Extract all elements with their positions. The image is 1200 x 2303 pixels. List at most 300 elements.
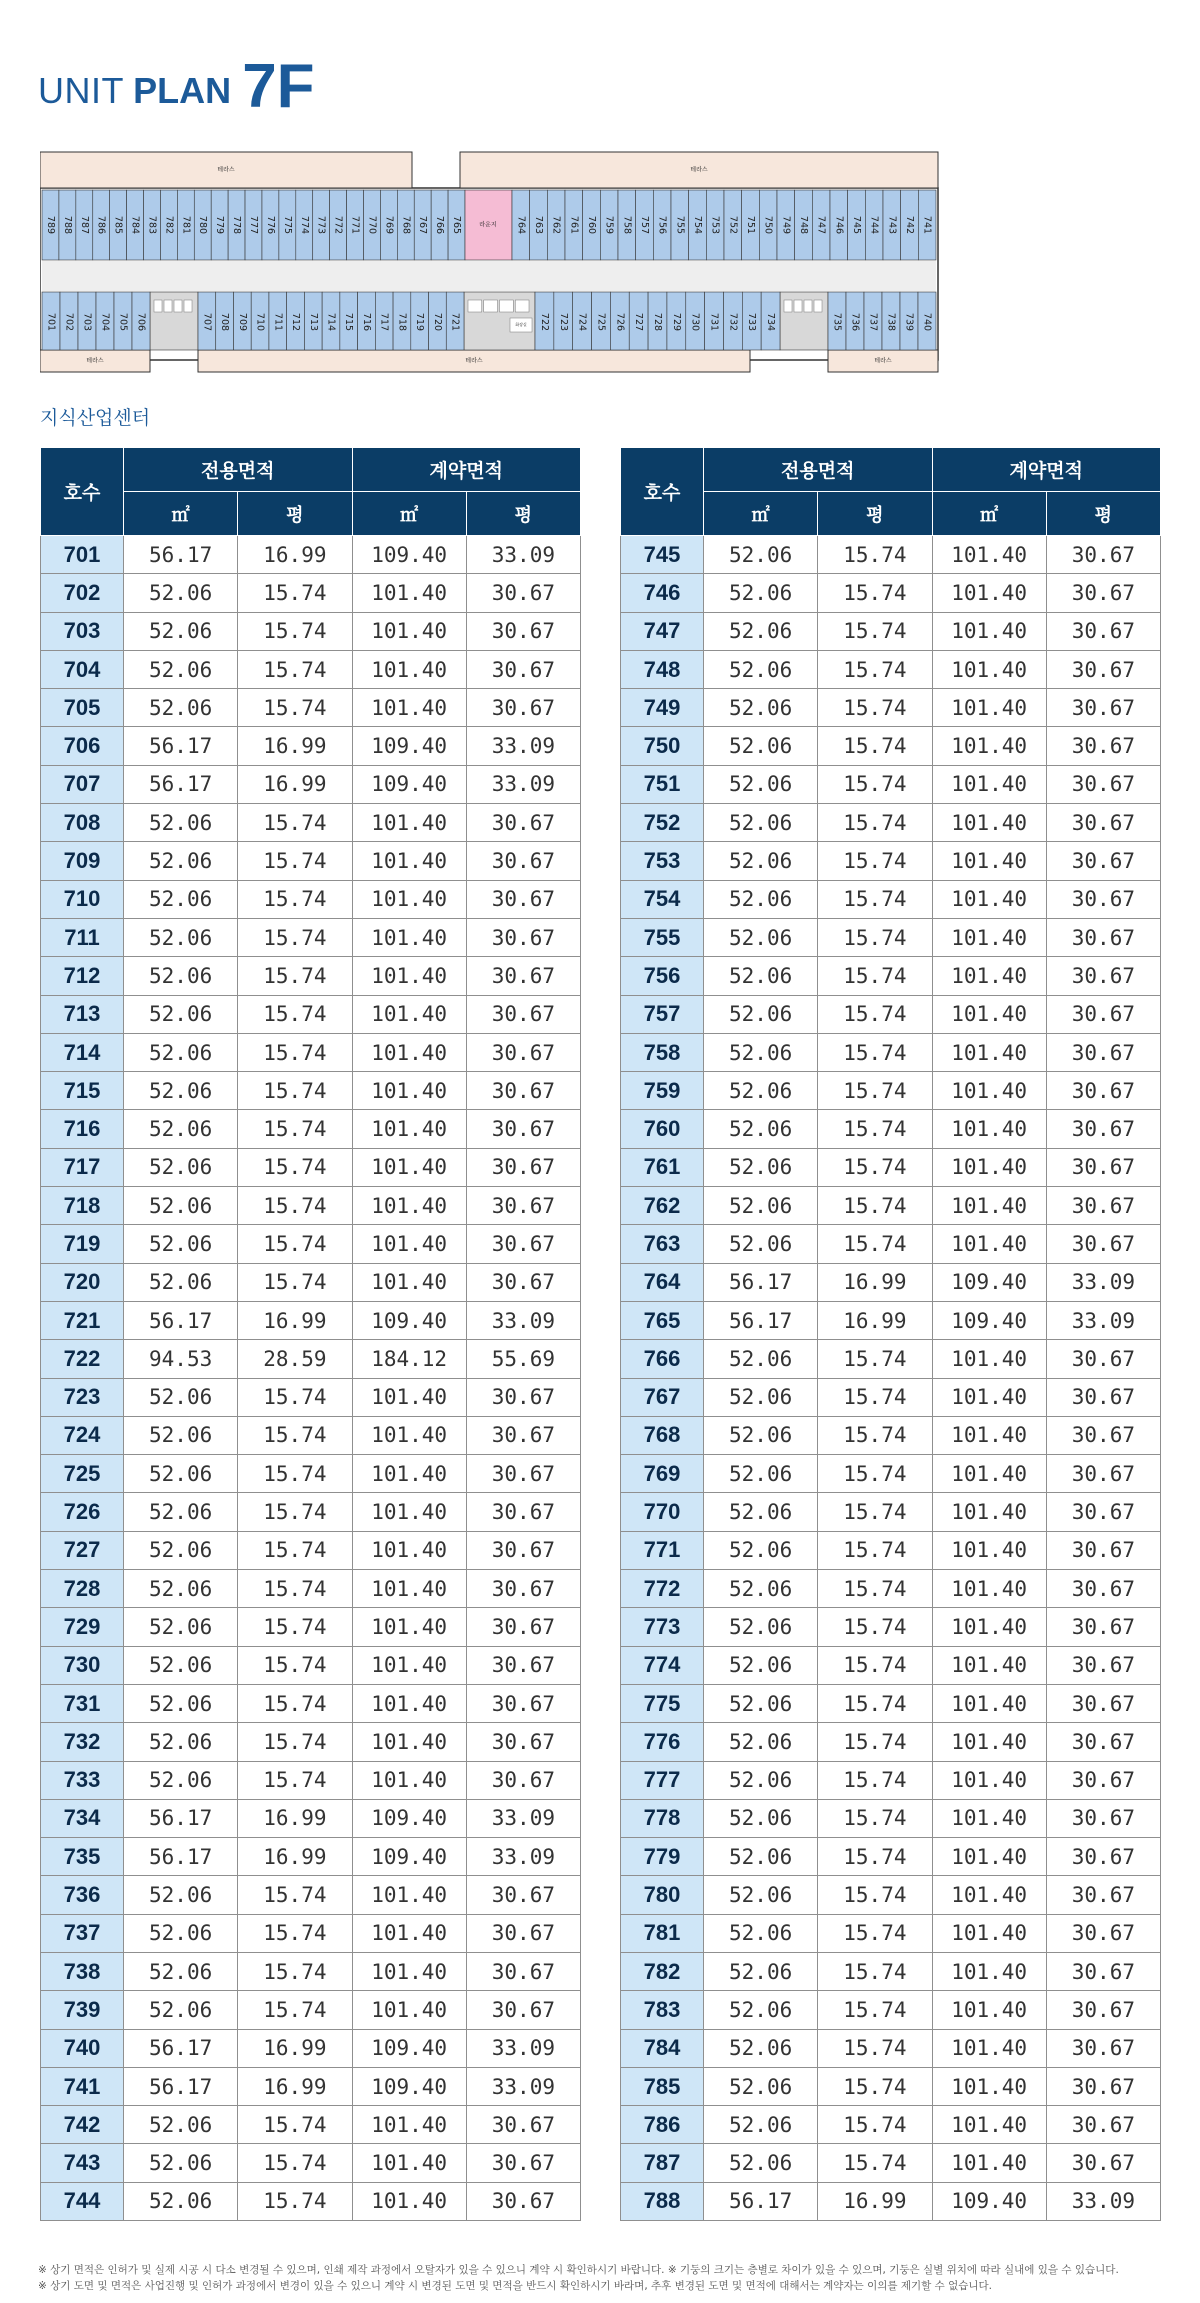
exclusive-sqm: 52.06 [704, 995, 818, 1033]
unit-label: 705 [117, 312, 129, 332]
unit-number: 707 [41, 765, 124, 803]
table-row [621, 1225, 1161, 1263]
exclusive-pyeong: 15.74 [818, 2106, 932, 2144]
exclusive-pyeong: 15.74 [818, 1416, 932, 1454]
contract-sqm: 101.40 [932, 1072, 1046, 1110]
unit-number: 777 [621, 1761, 704, 1799]
unit-label: 736 [849, 312, 861, 332]
table-row [621, 1263, 1161, 1301]
unit-label: 761 [568, 215, 580, 235]
contract-pyeong: 30.67 [1046, 2144, 1160, 2182]
exclusive-pyeong: 16.99 [818, 1263, 932, 1301]
unit-number: 736 [41, 1876, 124, 1914]
unit-label: 710 [254, 312, 266, 332]
unit-number: 733 [41, 1761, 124, 1799]
unit-number: 755 [621, 918, 704, 956]
exclusive-sqm: 52.06 [704, 1033, 818, 1071]
table-row [621, 1148, 1161, 1186]
contract-sqm: 109.40 [352, 1838, 466, 1876]
table-row [621, 1723, 1161, 1761]
table-row [41, 1646, 581, 1684]
contract-pyeong: 30.67 [466, 995, 580, 1033]
unit-label: 752 [727, 215, 739, 235]
table-row [621, 650, 1161, 688]
exclusive-pyeong: 16.99 [238, 2067, 352, 2105]
table-row [41, 842, 581, 880]
unit-label: 704 [99, 312, 111, 332]
contract-pyeong: 30.67 [466, 1187, 580, 1225]
exclusive-pyeong: 15.74 [818, 842, 932, 880]
table-row [41, 804, 581, 842]
unit-label: 707 [201, 312, 213, 332]
unit-number: 725 [41, 1455, 124, 1493]
contract-sqm: 184.12 [352, 1340, 466, 1378]
unit-label: 776 [264, 215, 276, 235]
contract-sqm: 101.40 [932, 727, 1046, 765]
unit-label: 731 [708, 312, 720, 332]
exclusive-sqm: 52.06 [124, 612, 238, 650]
table-row [621, 1301, 1161, 1339]
contract-sqm: 101.40 [352, 1225, 466, 1263]
unit-number: 705 [41, 689, 124, 727]
contract-sqm: 101.40 [932, 765, 1046, 803]
unit-label: 745 [851, 215, 862, 235]
stair-step [784, 300, 792, 312]
exclusive-sqm: 52.06 [704, 1148, 818, 1186]
page-title [38, 52, 315, 121]
contract-sqm: 101.40 [932, 1799, 1046, 1837]
contract-pyeong: 30.67 [1046, 1225, 1160, 1263]
corridor [42, 261, 936, 291]
unit-label: 734 [765, 312, 777, 332]
unit-label: 716 [360, 312, 372, 332]
table-row [621, 1608, 1161, 1646]
unit-number: 709 [41, 842, 124, 880]
contract-pyeong: 33.09 [466, 2029, 580, 2067]
exclusive-sqm: 52.06 [124, 1033, 238, 1071]
contract-pyeong: 33.09 [466, 765, 580, 803]
exclusive-sqm: 52.06 [704, 2067, 818, 2105]
unit-label: 773 [315, 215, 327, 235]
contract-sqm: 101.40 [352, 1876, 466, 1914]
exclusive-pyeong: 15.74 [238, 2144, 352, 2182]
contract-sqm: 109.40 [352, 765, 466, 803]
contract-sqm: 101.40 [932, 918, 1046, 956]
contract-sqm: 101.40 [932, 1187, 1046, 1225]
unit-number: 788 [621, 2182, 704, 2220]
terrace-label: 테라스 [217, 166, 235, 174]
contract-pyeong: 33.09 [466, 1301, 580, 1339]
unit-number: 741 [41, 2067, 124, 2105]
unit-number: 761 [621, 1148, 704, 1186]
unit-number: 716 [41, 1110, 124, 1148]
contract-sqm: 109.40 [932, 1301, 1046, 1339]
contract-pyeong: 30.67 [466, 1991, 580, 2029]
contract-pyeong: 30.67 [466, 1148, 580, 1186]
title-floor: 7F [242, 52, 315, 121]
table-row [41, 1570, 581, 1608]
unit-label: 760 [586, 215, 597, 235]
exclusive-pyeong: 15.74 [238, 574, 352, 612]
contract-sqm: 101.40 [932, 1608, 1046, 1646]
stair-step [804, 300, 812, 312]
contract-pyeong: 30.67 [466, 1684, 580, 1722]
table-row [41, 880, 581, 918]
unit-label: 751 [745, 215, 756, 235]
exclusive-pyeong: 15.74 [238, 1187, 352, 1225]
contract-sqm: 101.40 [352, 650, 466, 688]
exclusive-pyeong: 15.74 [818, 995, 932, 1033]
contract-pyeong: 30.67 [466, 1072, 580, 1110]
contract-pyeong: 30.67 [1046, 1110, 1160, 1148]
table-row [621, 1876, 1161, 1914]
stair-step [500, 300, 514, 312]
exclusive-pyeong: 15.74 [238, 1225, 352, 1263]
unit-number: 767 [621, 1378, 704, 1416]
exclusive-sqm: 52.06 [124, 1991, 238, 2029]
unit-number: 702 [41, 574, 124, 612]
table-row [41, 1263, 581, 1301]
unit-number: 751 [621, 765, 704, 803]
exclusive-pyeong: 15.74 [238, 1761, 352, 1799]
contract-pyeong: 30.67 [466, 1952, 580, 1990]
table-row [41, 1072, 581, 1110]
contract-pyeong: 30.67 [1046, 1799, 1160, 1837]
exclusive-pyeong: 15.74 [238, 1072, 352, 1110]
exclusive-sqm: 52.06 [704, 1608, 818, 1646]
unit-number: 714 [41, 1033, 124, 1071]
table-row [41, 1225, 581, 1263]
exclusive-sqm: 52.06 [704, 1876, 818, 1914]
contract-sqm: 101.40 [352, 1761, 466, 1799]
exclusive-sqm: 52.06 [124, 1416, 238, 1454]
table-row [41, 1876, 581, 1914]
exclusive-pyeong: 15.74 [818, 689, 932, 727]
contract-sqm: 101.40 [352, 1914, 466, 1952]
table-row [41, 727, 581, 765]
exclusive-pyeong: 15.74 [818, 1876, 932, 1914]
exclusive-pyeong: 15.74 [238, 2182, 352, 2220]
contract-sqm: 101.40 [932, 1991, 1046, 2029]
table-row [621, 2067, 1161, 2105]
unit-label: 771 [349, 215, 361, 235]
exclusive-pyeong: 15.74 [238, 612, 352, 650]
unit-label: 708 [219, 312, 231, 332]
unit-number: 768 [621, 1416, 704, 1454]
unit-number: 776 [621, 1723, 704, 1761]
contract-sqm: 101.40 [352, 2182, 466, 2220]
unit-number: 708 [41, 804, 124, 842]
unit-label: 746 [833, 215, 845, 235]
exclusive-pyeong: 15.74 [818, 536, 932, 574]
unit-label: 750 [762, 215, 774, 235]
exclusive-sqm: 52.06 [704, 1187, 818, 1225]
unit-number: 760 [621, 1110, 704, 1148]
header-pyeong: 평 [466, 492, 580, 536]
exclusive-pyeong: 15.74 [818, 1187, 932, 1225]
table-row [41, 1416, 581, 1454]
contract-pyeong: 30.67 [466, 804, 580, 842]
exclusive-sqm: 52.06 [124, 1914, 238, 1952]
table-row [41, 2067, 581, 2105]
unit-number: 787 [621, 2144, 704, 2182]
unit-number: 721 [41, 1301, 124, 1339]
exclusive-sqm: 52.06 [704, 1531, 818, 1569]
unit-label: 766 [434, 215, 446, 235]
unit-label: 781 [180, 215, 192, 235]
exclusive-sqm: 52.06 [704, 1072, 818, 1110]
unit-label: 721 [449, 312, 461, 332]
unit-label: 786 [95, 215, 107, 235]
unit-number: 758 [621, 1033, 704, 1071]
contract-sqm: 101.40 [932, 1378, 1046, 1416]
table-row [621, 1416, 1161, 1454]
table-row [621, 1914, 1161, 1952]
contract-pyeong: 33.09 [466, 536, 580, 574]
contract-pyeong: 30.67 [1046, 880, 1160, 918]
contract-pyeong: 30.67 [1046, 1838, 1160, 1876]
exclusive-pyeong: 15.74 [238, 1570, 352, 1608]
exclusive-pyeong: 15.74 [238, 918, 352, 956]
contract-sqm: 101.40 [352, 880, 466, 918]
unit-number: 747 [621, 612, 704, 650]
unit-label: 779 [214, 215, 226, 235]
exclusive-pyeong: 15.74 [238, 1723, 352, 1761]
contract-sqm: 101.40 [352, 804, 466, 842]
exclusive-sqm: 52.06 [704, 536, 818, 574]
table-row [41, 1148, 581, 1186]
table-row [621, 1455, 1161, 1493]
contract-sqm: 101.40 [352, 612, 466, 650]
unit-number: 759 [621, 1072, 704, 1110]
contract-pyeong: 30.67 [466, 957, 580, 995]
contract-sqm: 101.40 [352, 2106, 466, 2144]
contract-pyeong: 33.09 [466, 2067, 580, 2105]
contract-sqm: 101.40 [352, 1378, 466, 1416]
table-row [621, 1684, 1161, 1722]
exclusive-sqm: 52.06 [124, 1761, 238, 1799]
contract-sqm: 101.40 [932, 1148, 1046, 1186]
exclusive-sqm: 56.17 [124, 1301, 238, 1339]
unit-number: 771 [621, 1531, 704, 1569]
exclusive-sqm: 52.06 [704, 1723, 818, 1761]
table-row [41, 995, 581, 1033]
exclusive-sqm: 56.17 [124, 765, 238, 803]
table-row [41, 650, 581, 688]
table-row [41, 1723, 581, 1761]
table-row [41, 1493, 581, 1531]
unit-number: 704 [41, 650, 124, 688]
unit-label: 732 [727, 312, 739, 332]
contract-pyeong: 30.67 [1046, 1340, 1160, 1378]
exclusive-pyeong: 15.74 [238, 1033, 352, 1071]
exclusive-sqm: 52.06 [124, 1378, 238, 1416]
contract-sqm: 101.40 [352, 1263, 466, 1301]
stair-step [468, 300, 482, 312]
table-row [621, 536, 1161, 574]
exclusive-pyeong: 15.74 [818, 804, 932, 842]
unit-number: 763 [621, 1225, 704, 1263]
header-contract-area: 계약면적 [352, 448, 581, 492]
contract-pyeong: 30.67 [1046, 842, 1160, 880]
exclusive-sqm: 52.06 [124, 1684, 238, 1722]
contract-sqm: 101.40 [932, 574, 1046, 612]
exclusive-pyeong: 15.74 [238, 1148, 352, 1186]
unit-label: 769 [383, 215, 395, 235]
exclusive-sqm: 52.06 [124, 689, 238, 727]
terrace-label: 테라스 [690, 166, 708, 174]
table-row [621, 1952, 1161, 1990]
unit-label: 767 [417, 215, 429, 235]
contract-pyeong: 30.67 [466, 2182, 580, 2220]
contract-sqm: 101.40 [352, 1416, 466, 1454]
table-row [621, 918, 1161, 956]
exclusive-pyeong: 15.74 [238, 2106, 352, 2144]
contract-pyeong: 30.67 [466, 918, 580, 956]
contract-pyeong: 30.67 [1046, 995, 1160, 1033]
unit-number: 782 [621, 1952, 704, 1990]
contract-sqm: 101.40 [932, 1493, 1046, 1531]
table-row [41, 1455, 581, 1493]
contract-pyeong: 30.67 [466, 1225, 580, 1263]
table-row [41, 689, 581, 727]
contract-pyeong: 30.67 [1046, 1033, 1160, 1071]
table-row [41, 536, 581, 574]
unit-label: 739 [903, 312, 915, 332]
unit-number: 719 [41, 1225, 124, 1263]
contract-pyeong: 30.67 [1046, 574, 1160, 612]
exclusive-sqm: 52.06 [124, 2144, 238, 2182]
floor-plan [40, 150, 940, 375]
table-row [621, 1187, 1161, 1225]
unit-number: 739 [41, 1991, 124, 2029]
unit-label: 783 [146, 215, 158, 235]
table-row [41, 1531, 581, 1569]
contract-pyeong: 30.67 [1046, 1723, 1160, 1761]
header-pyeong: 평 [238, 492, 352, 536]
exclusive-pyeong: 15.74 [818, 918, 932, 956]
unit-number: 722 [41, 1340, 124, 1378]
table-row [41, 1952, 581, 1990]
contract-pyeong: 55.69 [466, 1340, 580, 1378]
unit-label: 785 [112, 215, 124, 235]
exclusive-pyeong: 15.74 [818, 1570, 932, 1608]
table-row [621, 2029, 1161, 2067]
table-row [621, 689, 1161, 727]
contract-pyeong: 30.67 [1046, 957, 1160, 995]
exclusive-pyeong: 15.74 [238, 880, 352, 918]
unit-number: 727 [41, 1531, 124, 1569]
exclusive-pyeong: 15.74 [818, 1608, 932, 1646]
exclusive-sqm: 52.06 [704, 727, 818, 765]
contract-sqm: 101.40 [352, 957, 466, 995]
contract-sqm: 101.40 [932, 1914, 1046, 1952]
contract-sqm: 101.40 [932, 2029, 1046, 2067]
unit-number: 748 [621, 650, 704, 688]
unit-label: 718 [396, 312, 408, 332]
unit-label: 723 [557, 312, 569, 332]
contract-sqm: 109.40 [932, 1263, 1046, 1301]
exclusive-pyeong: 16.99 [238, 1799, 352, 1837]
exclusive-sqm: 56.17 [704, 1301, 818, 1339]
exclusive-pyeong: 15.74 [818, 765, 932, 803]
exclusive-sqm: 52.06 [704, 842, 818, 880]
exclusive-pyeong: 15.74 [818, 612, 932, 650]
exclusive-pyeong: 15.74 [238, 1455, 352, 1493]
table-row [41, 2182, 581, 2220]
header-contract-area: 계약면적 [932, 448, 1161, 492]
contract-sqm: 109.40 [352, 1799, 466, 1837]
contract-pyeong: 33.09 [1046, 1263, 1160, 1301]
exclusive-sqm: 52.06 [124, 1263, 238, 1301]
unit-number: 757 [621, 995, 704, 1033]
contract-pyeong: 30.67 [1046, 804, 1160, 842]
unit-number: 774 [621, 1646, 704, 1684]
header-unit-no: 호수 [621, 448, 704, 536]
contract-sqm: 101.40 [932, 1416, 1046, 1454]
exclusive-sqm: 52.06 [124, 804, 238, 842]
exclusive-pyeong: 15.74 [238, 1378, 352, 1416]
contract-pyeong: 30.67 [466, 1570, 580, 1608]
unit-label: 730 [689, 312, 701, 332]
contract-sqm: 101.40 [932, 1455, 1046, 1493]
unit-number: 764 [621, 1263, 704, 1301]
unit-label: 757 [639, 215, 650, 235]
exclusive-sqm: 52.06 [124, 1570, 238, 1608]
unit-number: 723 [41, 1378, 124, 1416]
exclusive-pyeong: 16.99 [238, 1838, 352, 1876]
table-row [41, 1914, 581, 1952]
unit-label: 737 [867, 312, 879, 332]
exclusive-sqm: 52.06 [124, 995, 238, 1033]
contract-sqm: 101.40 [932, 995, 1046, 1033]
contract-pyeong: 30.67 [466, 1493, 580, 1531]
exclusive-sqm: 52.06 [124, 1187, 238, 1225]
table-row [621, 957, 1161, 995]
contract-sqm: 101.40 [932, 1684, 1046, 1722]
unit-number: 745 [621, 536, 704, 574]
contract-sqm: 101.40 [932, 1876, 1046, 1914]
contract-pyeong: 30.67 [466, 689, 580, 727]
unit-number: 718 [41, 1187, 124, 1225]
stair-step [515, 300, 529, 312]
contract-sqm: 101.40 [352, 918, 466, 956]
contract-sqm: 101.40 [352, 842, 466, 880]
exclusive-sqm: 52.06 [124, 880, 238, 918]
unit-label: 728 [652, 312, 663, 332]
exclusive-sqm: 52.06 [704, 2106, 818, 2144]
unit-number: 754 [621, 880, 704, 918]
unit-label: 722 [538, 312, 550, 332]
contract-sqm: 101.40 [932, 1570, 1046, 1608]
unit-number: 715 [41, 1072, 124, 1110]
table-row [621, 1033, 1161, 1071]
contract-pyeong: 30.67 [466, 650, 580, 688]
unit-label: 742 [904, 215, 915, 235]
exclusive-pyeong: 15.74 [818, 1033, 932, 1071]
exclusive-sqm: 52.06 [704, 804, 818, 842]
exclusive-pyeong: 15.74 [238, 842, 352, 880]
exclusive-pyeong: 15.74 [238, 689, 352, 727]
contract-sqm: 101.40 [352, 1952, 466, 1990]
unit-label: 727 [633, 312, 645, 332]
lounge-label: 라운지 [479, 221, 497, 229]
exclusive-pyeong: 15.74 [818, 1378, 932, 1416]
contract-pyeong: 30.67 [466, 2106, 580, 2144]
exclusive-pyeong: 15.74 [818, 1761, 932, 1799]
unit-number: 730 [41, 1646, 124, 1684]
contract-sqm: 101.40 [932, 1033, 1046, 1071]
